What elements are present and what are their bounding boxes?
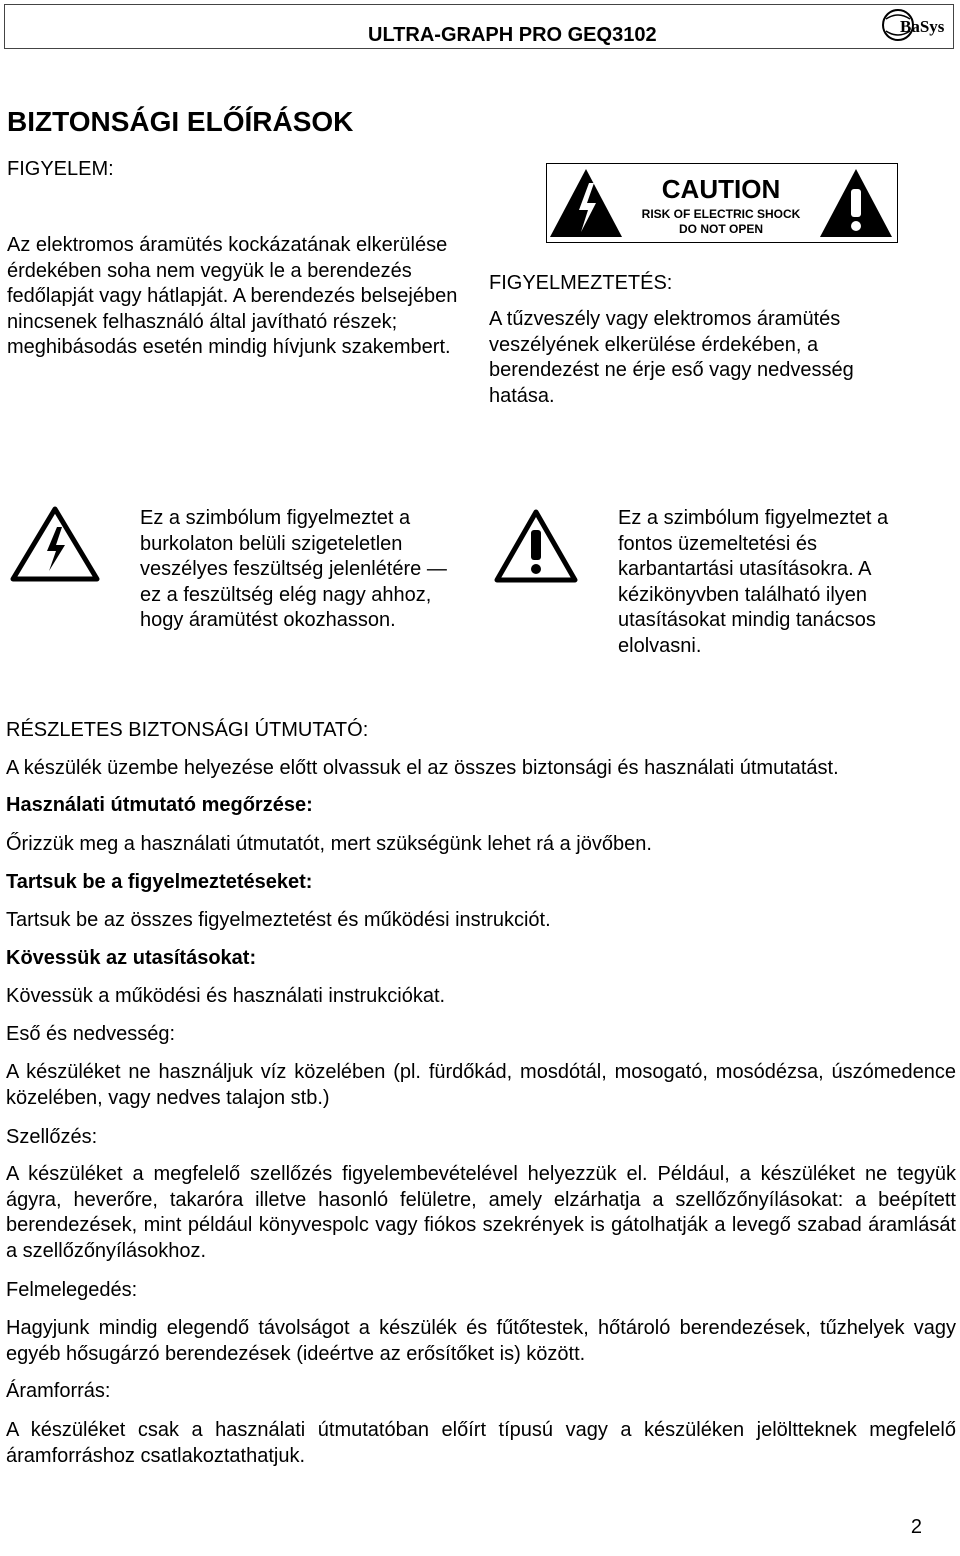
lightning-triangle-icon [9, 505, 101, 583]
section-title-water: Eső és nedvesség: [6, 1023, 175, 1045]
section-body-ventilation: A készüléket a megfelelő szellőzés figyelembevételével helyezzük el. Például, a készüléket ne tegyük ágyra, heverőre, takaróra illetve hasonló felületre, amely elzárhatja a szellőzőnyílásokat: a beépített berendezések, mint például könyvespolc vagy fiókos szekrények is gátolhatják a levegő szabad áramlását a szellőzőnyílásokhoz. [6, 1163, 956, 1262]
section-title-keep-manual: Használati útmutató megőrzése: [6, 794, 313, 816]
section-body-instructions: Kövessük a működési és használati instrukciókat. [6, 985, 446, 1007]
section-title-heat: Felmelegedés: [6, 1279, 138, 1301]
section-body-water: A készüléket ne használjuk víz közelében (pl. fürdőkád, mosdótál, mosogató, mosódézsa, úszómedence közelében, vagy nedves talajon stb.) [6, 1061, 956, 1109]
lightning-symbol-text: Ez a szimbólum figyelmeztet a burkolaton belüli szigeteletlen veszélyes feszültség jelenlétére — ez a feszültség elég nagy ahhoz, hogy áramütést okozhasson. [140, 507, 447, 632]
caution-sign [546, 163, 898, 243]
warning-label: FIGYELMEZTETÉS: [489, 272, 673, 294]
section-body-heat: Hagyjunk mindig elegendő távolságot a készülék és fűtőtestek, hőtároló berendezések, tűzhelyek vagy egyéb hősugárzó berendezések (ideértve az erősítőket is) között. [6, 1317, 956, 1365]
detailed-intro: A készülék üzembe helyezése előtt olvassuk el az összes biztonsági és használati útmutatást. [6, 757, 839, 779]
attention-label: FIGYELEM: [7, 158, 114, 180]
attention-text: Az elektromos áramütés kockázatának elkerülése érdekében soha nem vegyük le a berendezés fedőlapját vagy hátlapját. A berendezés belsejében nincsenek felhasználó által javítható részek; meghibásodás esetén mindig hívjunk szakembert. [7, 234, 458, 359]
section-title-ventilation: Szellőzés: [6, 1126, 98, 1148]
exclamation-triangle-icon [493, 508, 579, 584]
document-title: ULTRA-GRAPH PRO GEQ3102 [368, 24, 657, 46]
exclamation-symbol-text: Ez a szimbólum figyelmeztet a fontos üzemeltetési és karbantartási utasításokra. A kézikönyvben található ilyen utasításokat mindig tanácsos elolvasni. [618, 507, 889, 657]
caution-title: CAUTION [661, 174, 781, 204]
page-heading: BIZTONSÁGI ELŐÍRÁSOK [7, 106, 354, 137]
warning-text: A tűzveszély vagy elektromos áramütés veszélyének elkerülése érdekében, a berendezést ne érje eső vagy nedvesség hatása. [489, 308, 854, 407]
section-title-warnings: Tartsuk be a figyelmeztetéseket: [6, 871, 313, 893]
caution-line-2: DO NOT OPEN [678, 222, 764, 236]
section-title-instructions: Kövessük az utasításokat: [6, 947, 257, 969]
caution-line-1: RISK OF ELECTRIC SHOCK [641, 207, 801, 221]
section-body-power: A készüléket csak a használati útmutatóban előírt típusú vagy a készüléken jelöltteknek megfelelő áramforráshoz csatlakoztathatjuk. [6, 1419, 956, 1467]
section-body-keep-manual: Őrizzük meg a használati útmutatót, mert szükségünk lehet rá a jövőben. [6, 833, 652, 855]
page-number: 2 [910, 1516, 922, 1538]
section-title-power: Áramforrás: [6, 1380, 111, 1402]
detailed-heading: RÉSZLETES BIZTONSÁGI ÚTMUTATÓ: [6, 719, 369, 741]
basys-logo [878, 6, 948, 44]
section-body-warnings: Tartsuk be az összes figyelmeztetést és működési instrukciót. [6, 909, 551, 931]
logo-text: BaSys [900, 17, 945, 36]
